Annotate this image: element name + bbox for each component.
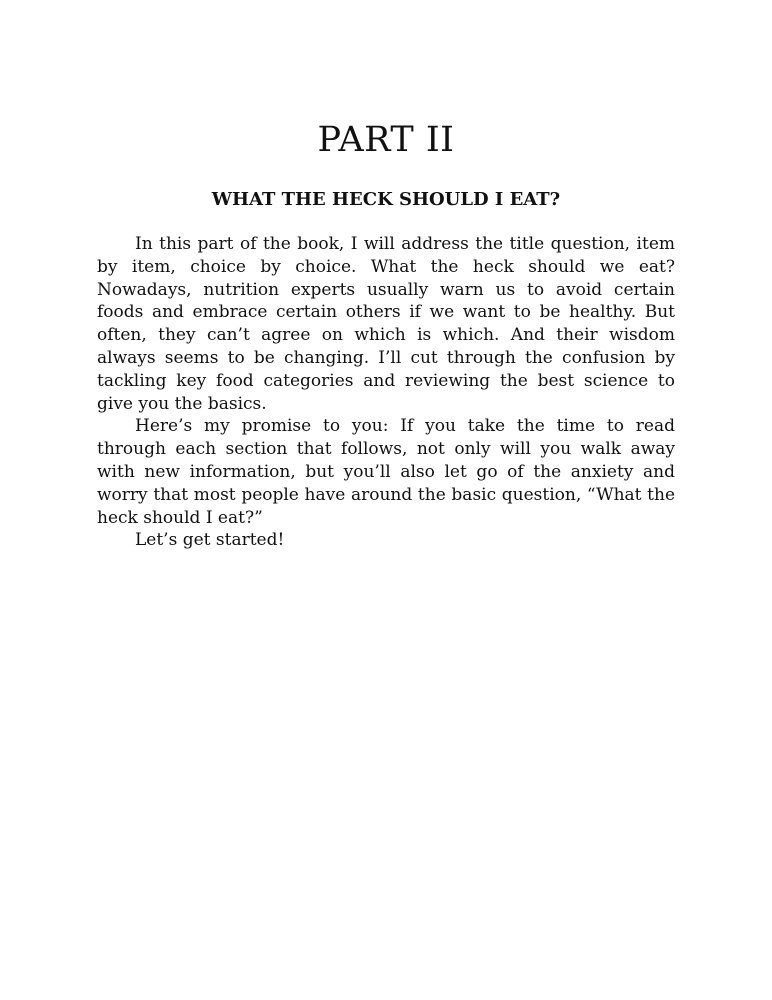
paragraph-intro: In this part of the book, I will address the title question, item by item, choice by choice. What the heck should we eat? Nowadays, nutrition experts usually warn us to avoid certain foods and embrace certain others if we want to be healthy. But often, they can’t agree on which is which. And their wisdom always seems to be changing. I’ll cut through the confusion by tackling key food categories and reviewing the best science to give you the basics. (97, 234, 675, 414)
part-title: PART II (317, 120, 455, 160)
section-subtitle: WHAT THE HECK SHOULD I EAT? (211, 189, 561, 210)
body-text (97, 233, 675, 552)
paragraph-closing: Let’s get started! (135, 530, 285, 551)
paragraph-promise: Here’s my promise to you: If you take the time to read through each section that follows, not only will you walk away with new information, but you’ll also let go of the anxiety and worry that most people have around the basic question, “What the heck should I eat?” (97, 416, 675, 528)
